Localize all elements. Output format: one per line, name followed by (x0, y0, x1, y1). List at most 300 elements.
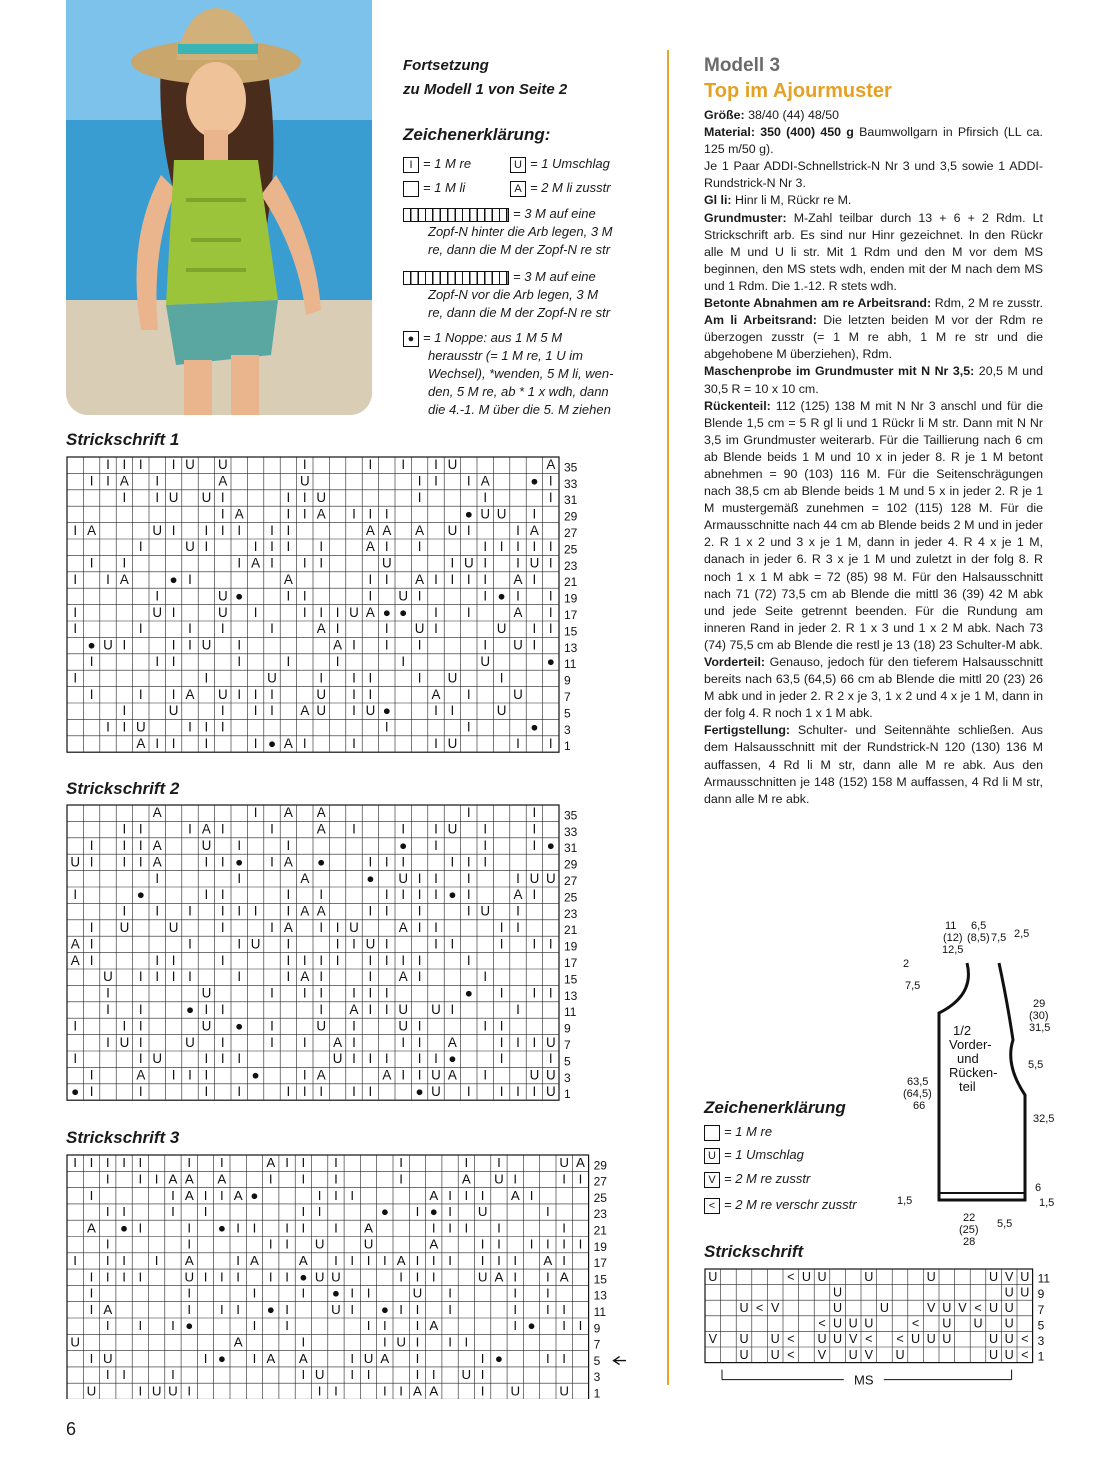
stitch-symbol: ● (399, 838, 408, 853)
stitch-symbol: I (89, 654, 94, 669)
schem-top-c: 2,5 (1014, 928, 1030, 940)
stitch-symbol: U (559, 1383, 569, 1399)
stitch-symbol: I (516, 736, 520, 751)
stitch-symbol: U (314, 1236, 325, 1252)
stitch-symbol: U (381, 555, 392, 571)
stitch-symbol: U (989, 1332, 999, 1347)
stitch-symbol: I (302, 1067, 307, 1083)
stitch-symbol: I (434, 703, 438, 719)
stitch-symbol: I (73, 604, 78, 620)
stitch-symbol: I (155, 903, 160, 919)
stitch-symbol: U (398, 1002, 409, 1017)
stitch-symbol: U (447, 522, 458, 538)
stitch-symbol: I (448, 1187, 452, 1203)
stitch-symbol: I (138, 854, 143, 870)
schem-right-29: 29 (1033, 998, 1046, 1010)
stitch-symbol: ● (185, 1002, 195, 1017)
stitch-symbol: I (562, 1252, 567, 1268)
stitch-symbol: I (253, 736, 258, 751)
stitch-symbol: A (119, 572, 129, 587)
row-number: 29 (593, 1158, 607, 1173)
stitch-symbol: I (483, 588, 488, 604)
stitch-symbol: I (480, 1187, 485, 1203)
stitch-symbol: I (138, 539, 143, 555)
stitch-symbol: ● (266, 1301, 275, 1317)
stitch-symbol: A (298, 1350, 308, 1366)
stitch-symbol: I (286, 490, 291, 505)
stitch-symbol: I (499, 920, 504, 935)
stitch-symbol: I (122, 1252, 126, 1268)
stitch-symbol: A (380, 1350, 390, 1366)
gauge-label: Maschenprobe im Grundmuster mit N Nr 3,5: (704, 364, 975, 379)
stitch-symbol: I (203, 1204, 208, 1220)
stitch-symbol: I (513, 1301, 518, 1317)
stitch-symbol: I (122, 719, 127, 735)
stitch-symbol: I (368, 952, 373, 968)
stitch-symbol: I (335, 604, 340, 620)
stitch-symbol: I (562, 1171, 567, 1187)
stitch-symbol: I (204, 670, 209, 686)
stitch-symbol: I (335, 936, 340, 952)
stitch-symbol: I (562, 1350, 567, 1366)
stitch-symbol: U (817, 1332, 827, 1347)
stitch-symbol: < (911, 1316, 920, 1331)
needles-text: Je 1 Paar ADDI-Schnellstrick-N Nr 3 und 3,5 sowie 1 ADDI-Rundstrick-N Nr 3. (704, 159, 1043, 191)
stitch-symbol: I (562, 1301, 567, 1317)
stitch-symbol: I (171, 1367, 175, 1383)
stitch-symbol: I (483, 555, 488, 571)
stitch-symbol: I (122, 703, 127, 719)
bobble-line5: die 4.-1. M über die 5. M ziehen (428, 402, 611, 417)
stitch-symbol: I (434, 457, 438, 473)
stitch-symbol: U (864, 1269, 874, 1284)
size-label: Größe: (704, 108, 745, 122)
stitch-symbol: I (319, 969, 324, 985)
stitch-symbol: I (399, 1383, 404, 1399)
stitch-symbol: U (217, 686, 228, 702)
stitch-symbol: I (448, 1252, 452, 1268)
stitch-symbol: I (219, 1269, 224, 1285)
stitch-symbol: U (480, 654, 491, 669)
stitch-symbol: I (480, 1252, 485, 1268)
stitch-symbol: I (334, 1187, 338, 1203)
stitch-symbol: I (483, 854, 488, 870)
stitch-symbol: I (516, 903, 520, 919)
stitch-symbol: I (154, 1171, 159, 1187)
stitch-symbol: A (398, 969, 408, 985)
stitch-symbol: < (896, 1332, 904, 1347)
stitch-symbol: I (415, 1334, 420, 1350)
stitch-symbol: U (529, 870, 540, 886)
stitch-symbol: I (220, 821, 225, 837)
stitch-symbol: I (286, 936, 291, 952)
stitch-symbol: I (171, 654, 176, 669)
row-number: 27 (593, 1174, 607, 1189)
pattern-text: M-Zahl teilbar durch 13 + 6 + 2 Rdm. Lt Strickschrift arb. Es sind nur Hinr gezeichnet. In den Rückr alle M und U li str. Mit 1 Rdm und den M vor dem MS beginnen, den MS stets wdh, enden mit der M nach dem MS und 1 Rdm. Die 1.-12. R stets wdh. (704, 210, 1043, 293)
row-number: 27 (564, 526, 578, 540)
stitch-symbol: I (352, 506, 356, 522)
stitch-symbol: I (431, 1269, 436, 1285)
stitch-symbol: I (171, 1187, 175, 1203)
stitch-symbol: A (136, 736, 146, 751)
stitch-symbol: < (974, 1301, 982, 1315)
stitch-symbol: ● (317, 854, 326, 870)
legend2-k1 (704, 1123, 772, 1141)
stitch-symbol: I (89, 1285, 94, 1301)
stitch-symbol: I (187, 1301, 192, 1317)
stitch-symbol: U (848, 1347, 858, 1362)
stitch-symbol: I (188, 936, 192, 952)
stitch-symbol: I (417, 1051, 422, 1067)
stitch-symbol: V (817, 1347, 827, 1362)
stitch-symbol: I (187, 1383, 192, 1399)
stitch-symbol: I (302, 555, 307, 571)
stitch-symbol: I (417, 952, 422, 968)
stitch-symbol: ● (530, 473, 539, 489)
stitch-symbol: I (466, 854, 471, 870)
stitch-symbol: I (578, 1171, 583, 1187)
stitch-symbol: I (253, 539, 258, 555)
stitch-symbol: I (513, 1318, 518, 1334)
stitch-symbol: I (285, 1220, 289, 1236)
stitch-symbol: I (431, 1220, 436, 1236)
stitch-symbol: ● (331, 1285, 340, 1301)
stitch-symbol: I (220, 490, 225, 505)
stitch-symbol: A (233, 1334, 243, 1350)
cable-front-line3: re, dann die M der Zopf-N re str (428, 305, 611, 320)
stitch-symbol: U (477, 1204, 488, 1220)
stitch-symbol: I (138, 1318, 143, 1334)
stitch-symbol: V (708, 1332, 718, 1347)
stitch-symbol: I (532, 572, 537, 587)
stitch-symbol: I (302, 604, 307, 620)
stitch-symbol: I (89, 1187, 94, 1203)
stitch-symbol: A (559, 1269, 569, 1285)
bobble-line3: Wechsel), *wenden, 5 M li, wen- (428, 366, 614, 381)
stitch-symbol: U (331, 1269, 341, 1285)
stitch-symbol: I (415, 1252, 420, 1268)
row-number: 11 (1037, 1271, 1051, 1286)
chart1-title: Strickschrift 1 (66, 430, 180, 449)
stitch-symbol: I (204, 1051, 209, 1067)
stitch-symbol: I (384, 506, 389, 522)
stitch-symbol: ● (494, 1350, 503, 1366)
stitch-symbol: U (152, 522, 163, 538)
stitch-symbol: A (415, 572, 425, 587)
stitch-symbol: I (105, 1269, 110, 1285)
stitch-symbol: V (864, 1347, 874, 1362)
stitch-symbol: I (220, 1002, 225, 1017)
ssk-symbol-icon: < (704, 1198, 720, 1214)
stitch-symbol: I (237, 555, 242, 571)
stitch-symbol: I (237, 870, 242, 886)
stitch-symbol: I (237, 936, 242, 952)
pattern-label: Grundmuster: (704, 210, 787, 225)
stitch-symbol: I (434, 838, 438, 853)
stitch-symbol: I (188, 572, 192, 587)
finishing-text: Schulter- und Seitennähte schließen. Aus dem Halsausschnitt mit der Rundstrick-N 120 (130) 136 M auffassen, 4 Rd li M str, dann alle M re abk. Aus den Armausschnitten je 148 (152) 158 M auffassen, 4 Rd li M str, dann alle M re abk. (704, 723, 1043, 806)
stitch-symbol: A (217, 1171, 227, 1187)
stitch-symbol: A (543, 1252, 553, 1268)
size-value: 38/40 (44) 48/50 (744, 108, 840, 122)
legend-p1-label: = 1 M li (423, 180, 466, 195)
stitch-symbol: U (316, 703, 327, 719)
stitch-symbol: I (106, 719, 110, 735)
stitch-symbol: I (155, 969, 160, 985)
stitch-symbol: I (122, 854, 127, 870)
stitch-symbol: A (218, 473, 228, 489)
schem-label-5: teil (959, 1079, 976, 1094)
stitch-symbol: I (285, 1269, 289, 1285)
stitch-symbol: U (942, 1316, 952, 1331)
stitch-symbol: I (285, 1301, 289, 1317)
stitch-symbol: U (461, 1367, 472, 1383)
stitch-symbol: I (415, 1204, 420, 1220)
row-number: 3 (1037, 1334, 1045, 1348)
row-number: 9 (564, 1021, 571, 1036)
stitch-symbol: I (236, 1269, 241, 1285)
legend-bobble (403, 329, 648, 419)
stitch-symbol: U (398, 588, 409, 604)
stitch-symbol: U (316, 490, 327, 505)
stitch-symbol: I (171, 604, 176, 620)
stitch-symbol: I (417, 539, 422, 555)
stitch-symbol: A (266, 1350, 276, 1366)
stitch-symbol: A (283, 854, 293, 870)
stitch-symbol: I (171, 1204, 175, 1220)
stitch-symbol: I (302, 457, 307, 473)
stitch-symbol: I (236, 1252, 241, 1268)
stitch-symbol: I (220, 621, 225, 637)
stitch-symbol: I (382, 1334, 387, 1350)
stitch-symbol: A (185, 686, 195, 702)
stitch-symbol: I (268, 1236, 273, 1252)
row-number: 9 (593, 1321, 601, 1336)
stitch-symbol: I (122, 1269, 126, 1285)
stitch-symbol: V (848, 1332, 858, 1347)
stitch-symbol: I (286, 654, 291, 669)
stitch-symbol: I (268, 1171, 273, 1187)
stitch-symbol: A (429, 1236, 439, 1252)
stitch-symbol: I (464, 1155, 469, 1171)
stitch-symbol: U (152, 1051, 163, 1067)
stitch-symbol: I (548, 539, 553, 555)
row-number: 7 (593, 1337, 601, 1352)
stitch-symbol: ● (366, 870, 375, 886)
stitch-symbol: I (89, 1269, 94, 1285)
stitch-symbol: U (545, 870, 556, 886)
stitch-symbol: I (220, 719, 225, 735)
schem-right-55: 5,5 (1028, 1059, 1044, 1071)
stitch-symbol: I (155, 870, 160, 886)
stitch-symbol: I (138, 1383, 143, 1399)
stitch-symbol: I (105, 1318, 110, 1334)
stitch-symbol: ● (382, 703, 391, 719)
stitch-symbol: I (545, 1236, 550, 1252)
stitch-symbol: I (480, 1236, 485, 1252)
stitch-symbol: I (384, 887, 389, 903)
stitch-symbol: ● (527, 1318, 536, 1334)
stitch-symbol: A (103, 1301, 113, 1317)
stitch-symbol: A (283, 805, 293, 821)
stitch-symbol: U (895, 1347, 905, 1362)
stitch-symbol: A (316, 821, 326, 837)
legend2-k1-label: = 1 M re (724, 1124, 773, 1139)
stitch-symbol: A (349, 1002, 359, 1017)
stitch-symbol: I (513, 1285, 518, 1301)
stitch-symbol: I (89, 473, 94, 489)
stitch-symbol: I (171, 736, 176, 751)
photo-illustration (66, 0, 372, 415)
stitch-symbol: I (562, 1220, 567, 1236)
stitch-symbol: U (480, 506, 491, 522)
stitch-symbol: I (237, 838, 242, 853)
decrease-left-label: Am li Arbeitsrand: (704, 313, 817, 328)
stitch-symbol: I (252, 1350, 257, 1366)
stitch-symbol: A (70, 952, 80, 968)
stitch-symbol: I (466, 522, 471, 538)
stitch-symbol: I (89, 1067, 94, 1083)
stitch-symbol: I (352, 1051, 356, 1067)
stitch-symbol: U (864, 1316, 874, 1331)
stitch-symbol: I (138, 621, 143, 637)
stitch-symbol: U (739, 1301, 749, 1315)
stitch-symbol: A (333, 637, 343, 653)
row-number: 19 (564, 939, 578, 954)
stitch-symbol: A (513, 604, 523, 620)
stitch-symbol: U (447, 457, 458, 473)
stitch-symbol: U (447, 670, 458, 686)
stitch-symbol: I (138, 821, 143, 837)
stitch-symbol: I (384, 637, 389, 653)
stitch-symbol: I (434, 736, 438, 751)
stitch-symbol: A (431, 686, 441, 702)
stitch-symbol: I (204, 719, 209, 735)
schem-top-a3: 12,5 (942, 944, 964, 956)
stitch-symbol: ● (235, 1018, 244, 1034)
row-number: 19 (564, 591, 578, 606)
stitch-symbol: I (368, 506, 373, 522)
stitch-symbol: I (352, 1084, 356, 1099)
stitch-symbol: I (301, 1171, 306, 1187)
stitch-symbol: I (171, 686, 176, 702)
stitch-symbol: I (352, 1034, 356, 1050)
stitch-symbol: A (152, 805, 162, 821)
legend-k1 (403, 155, 471, 173)
stitch-symbol: I (122, 1367, 126, 1383)
schem-right-325: 32,5 (1033, 1113, 1055, 1125)
stitch-symbol: A (201, 821, 211, 837)
cable-back-line1: = 3 M auf eine (513, 206, 596, 221)
stitch-symbol: I (382, 1252, 387, 1268)
stitch-symbol: V (926, 1301, 936, 1315)
stitch-symbol: I (417, 637, 422, 653)
stitch-symbol: A (184, 1252, 194, 1268)
page-number: 6 (66, 1419, 77, 1439)
stitch-symbol: I (401, 821, 406, 837)
stitch-symbol: I (155, 654, 160, 669)
stitch-symbol: U (739, 1347, 749, 1362)
stitch-symbol: A (447, 1034, 457, 1050)
schem-label-2: Vorder- (949, 1037, 992, 1052)
finishing-label: Fertigstellung: (704, 723, 791, 738)
cable-back-line3: re, dann die M der Zopf-N re str (428, 242, 611, 257)
stitch-symbol: I (399, 1155, 404, 1171)
row-number: 7 (1037, 1302, 1045, 1317)
stitch-symbol: I (366, 1318, 371, 1334)
stitch-symbol: I (350, 1285, 355, 1301)
stitch-symbol: U (973, 1316, 983, 1331)
stitch-symbol: I (154, 1252, 159, 1268)
stitch-symbol: A (152, 854, 162, 870)
stitch-symbol: I (171, 952, 176, 968)
stitch-symbol: I (122, 490, 127, 505)
stitch-symbol: I (188, 969, 192, 985)
stitch-symbol: I (237, 903, 242, 919)
stitch-symbol: I (105, 1236, 110, 1252)
stitch-symbol: I (516, 870, 520, 886)
stitch-symbol: I (384, 1002, 389, 1017)
stitch-symbol: I (516, 588, 520, 604)
stitch-symbol: I (220, 854, 225, 870)
stitch-symbol: I (545, 1204, 550, 1220)
stitch-symbol: I (89, 686, 94, 702)
stitch-symbol: U (545, 1067, 556, 1083)
row-number: 35 (564, 460, 578, 475)
stitch-symbol: U (217, 457, 228, 473)
stitch-symbol: I (138, 1018, 143, 1034)
stitch-symbol: I (204, 522, 209, 538)
stitch-symbol: I (122, 821, 127, 837)
stitch-symbol: I (578, 1318, 583, 1334)
stitch-symbol: A (298, 1252, 308, 1268)
stitch-symbol: I (105, 1171, 110, 1187)
purl-symbol-icon (403, 181, 419, 197)
chart3-grid (66, 1154, 626, 1399)
stitch-symbol: I (499, 1034, 504, 1050)
stitch-symbol: U (477, 1269, 488, 1285)
cable-front-line2: Zopf-N vor die Arb legen, 3 M (428, 287, 599, 302)
stitch-symbol: A (510, 1187, 520, 1203)
stitch-symbol: I (384, 1051, 389, 1067)
stitch-symbol: I (483, 1067, 488, 1083)
cable-back-line2: Zopf-N hinter die Arb legen, 3 M (428, 224, 613, 239)
stitch-symbol: I (532, 637, 537, 653)
stitch-symbol: I (434, 936, 438, 952)
stitch-symbol: I (415, 1269, 420, 1285)
stitch-symbol: I (253, 686, 258, 702)
stitch-symbol: V (958, 1301, 967, 1315)
stitch-symbol: I (480, 1383, 485, 1399)
row-number: 15 (564, 972, 578, 987)
instructions-text (704, 107, 1043, 808)
chart1-grid (66, 456, 586, 756)
legend-k1-label: = 1 M re (423, 156, 472, 171)
decrease-left-text: Die letzten beiden M vor der Rdm re überzogen zusstr (= 1 M re abh, 1 M re str und die abgehobene M überziehen), Rdm. (704, 313, 1043, 362)
back-label: Rückenteil: (704, 398, 771, 413)
stitch-symbol: I (237, 1051, 242, 1067)
stitch-symbol: < (865, 1332, 873, 1347)
stitch-symbol: I (285, 1236, 289, 1252)
stitch-symbol: I (219, 1301, 224, 1317)
decrease-right-text: Rdm, 2 M re zusstr. (931, 296, 1043, 311)
stitch-symbol: I (270, 821, 274, 837)
stitch-symbol: U (1020, 1269, 1030, 1284)
decrease-right-label: Betonte Abnahmen am re Arbeitsrand: (704, 296, 932, 311)
stitch-symbol: I (545, 1269, 550, 1285)
stitch-symbol: I (434, 920, 438, 935)
material-value: Baumwollgarn in Pfirsich (LL ca. 125 m/50 g). (704, 125, 1043, 157)
